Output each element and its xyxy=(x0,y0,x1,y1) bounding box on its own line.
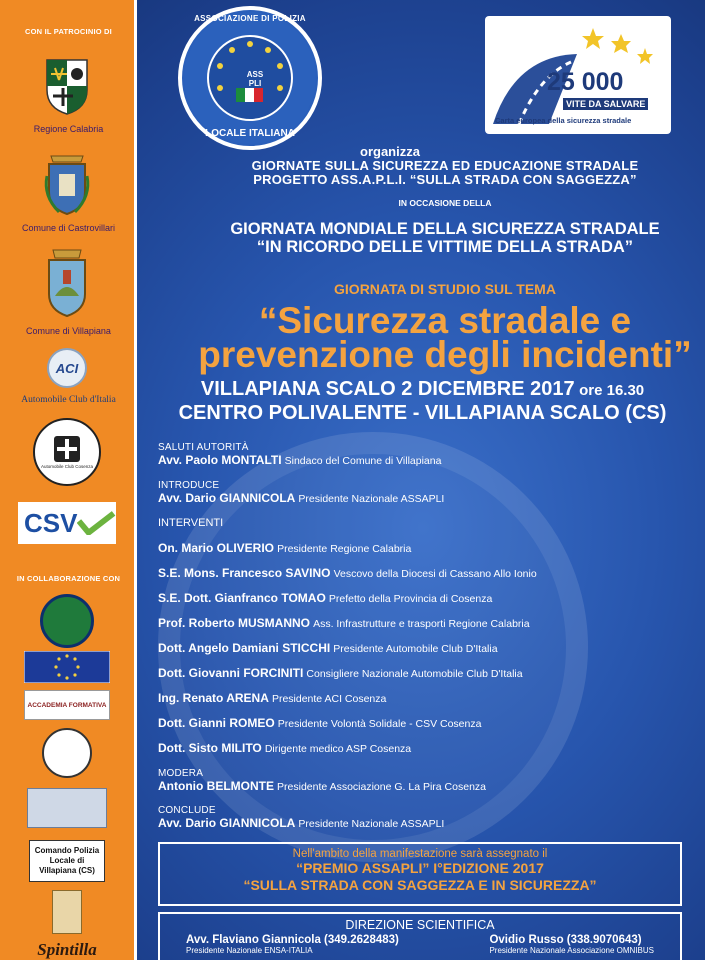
saluti-desc: Sindaco del Comune di Villapiana xyxy=(284,455,442,467)
accademia-label: ACCADEMIA FORMATIVA xyxy=(24,690,110,720)
aci-cosenza-logo xyxy=(33,418,101,486)
speaker-name: S.E. Mons. Francesco SAVINO xyxy=(158,566,331,580)
ensa-logo xyxy=(40,594,94,648)
speaker-name: Ing. Renato ARENA xyxy=(158,691,269,705)
poster-thumb-icon xyxy=(52,890,82,934)
comando-label: Comando Polizia Locale di Villapiana (CS) xyxy=(29,840,105,882)
aci-logo xyxy=(47,348,87,388)
aci-cosenza-label: Automobile Club Cosenza xyxy=(40,463,94,469)
director-name: Avv. Flaviano Giannicola (349.2628483) xyxy=(186,934,399,946)
checkmark-icon xyxy=(77,511,116,535)
introduce-desc: Presidente Nazionale ASSAPLI xyxy=(298,493,445,505)
speaker-desc: Prefetto della Provincia di Cosenza xyxy=(328,593,493,605)
mondiale-line2: “IN RICORDO DELLE VITTIME DELLA STRADA” xyxy=(256,238,634,256)
spintilla-wordmark: Spintilla xyxy=(37,940,97,959)
mondiale-line1: GIORNATA MONDIALE DELLA SICUREZZA STRADALE xyxy=(230,220,660,238)
modera-section xyxy=(158,768,658,793)
study-title: GIORNATA DI STUDIO SUL TEMA xyxy=(334,281,556,297)
saluti-role: SALUTI AUTORITÀ xyxy=(158,442,249,453)
speaker-row xyxy=(158,541,658,555)
speaker-name: S.E. Dott. Gianfranco TOMAO xyxy=(158,591,326,605)
speaker-row xyxy=(158,666,658,680)
event-time: ore 16.30 xyxy=(579,382,645,399)
speaker-desc: Presidente Volontà Solidale - CSV Cosenza xyxy=(277,718,482,730)
eu-flag-logo xyxy=(24,651,110,683)
speaker-row xyxy=(158,741,658,755)
speaker-desc: Dirigente medico ASP Cosenza xyxy=(264,743,412,755)
premio-box xyxy=(158,842,682,906)
introduce-role: INTRODUCE xyxy=(158,480,220,491)
lapira-logo xyxy=(42,728,92,778)
introduce-section xyxy=(158,480,658,505)
header-line2: PROGETTO ASS.A.P.L.I. “SULLA STRADA CON SAGGEZZA” xyxy=(253,172,637,187)
modera-role: MODERA xyxy=(158,768,204,779)
accademia-logo xyxy=(24,690,110,720)
modera-name: Antonio BELMONTE xyxy=(158,779,274,793)
villapiana-crest-icon xyxy=(41,248,93,320)
premio-line3: “SULLA STRADA CON SAGGEZZA E IN SICUREZZA” xyxy=(243,877,597,893)
place-date: VILLAPIANA SCALO 2 DICEMBRE 2017 xyxy=(200,378,575,400)
organizza-label: organizza xyxy=(360,144,420,159)
speaker-row xyxy=(158,691,658,705)
castrovillari-crest-icon xyxy=(41,152,93,218)
speaker-name: Prof. Roberto MUSMANNO xyxy=(158,616,310,630)
theme-line1: “Sicurezza stradale e xyxy=(258,300,632,341)
conclude-section xyxy=(158,805,658,830)
speaker-name: Dott. Gianni ROMEO xyxy=(158,716,275,730)
speaker-name: Dott. Angelo Damiani STICCHI xyxy=(158,641,331,655)
villapiana-logo xyxy=(41,248,93,320)
introduce-name: Avv. Dario GIANNICOLA xyxy=(158,491,296,505)
saluti-name: Avv. Paolo MONTALTI xyxy=(158,453,282,467)
place-line2: CENTRO POLIVALENTE - VILLAPIANA SCALO (CS) xyxy=(178,402,667,424)
speaker-row xyxy=(158,591,658,605)
header-line1: GIORNATE SULLA SICUREZZA ED EDUCAZIONE STRADALE xyxy=(251,158,639,173)
director-desc: Presidente Nazionale Associazione OMNIBUS xyxy=(489,946,654,955)
portrait-icon xyxy=(42,728,92,778)
cross-emblem-icon xyxy=(54,436,80,462)
direzione-title: DIREZIONE SCIENTIFICA xyxy=(345,918,495,932)
speaker-row xyxy=(158,641,658,655)
csv-logo xyxy=(18,502,116,544)
speaker-row xyxy=(158,566,658,580)
eu-flag-icon xyxy=(24,651,110,683)
patron-caption: Automobile Club d'Italia xyxy=(21,395,116,405)
speaker-desc: Presidente ACI Cosenza xyxy=(271,693,387,705)
director-name: Ovidio Russo (338.9070643) xyxy=(489,934,642,946)
spintilla-logo xyxy=(37,940,97,960)
aci-cosenza-badge xyxy=(33,418,101,486)
speaker-name: On. Mario OLIVERIO xyxy=(158,541,275,555)
lives-counter: 25 000 xyxy=(547,68,624,96)
assapli-ring-top: ASSOCIAZIONE DI POLIZIA xyxy=(194,14,306,23)
speaker-row xyxy=(158,716,658,730)
collab-header: IN COLLABORAZIONE CON xyxy=(16,574,121,583)
patron-caption: Comune di Villapiana xyxy=(26,326,111,336)
assapli-center-label: ASS PLI xyxy=(246,70,264,88)
castrovillari-logo xyxy=(41,152,93,218)
carta-caption: Carta europea della sicurezza stradale xyxy=(495,116,632,125)
direzione-box xyxy=(158,912,682,960)
regione-calabria-logo xyxy=(43,56,91,116)
premio-line2: “PREMIO ASSAPLI” I°EDIZIONE 2017 xyxy=(296,860,544,876)
omnibus-icon xyxy=(27,788,107,828)
sidebar xyxy=(0,0,137,960)
speaker-name: Dott. Giovanni FORCINITI xyxy=(158,666,304,680)
modera-desc: Presidente Associazione G. La Pira Cosenza xyxy=(277,781,486,793)
regione-calabria-emblem-icon xyxy=(43,56,91,116)
place-line1 xyxy=(140,378,705,401)
conclude-name: Avv. Dario GIANNICOLA xyxy=(158,816,296,830)
aci-icon: ACI xyxy=(47,348,87,388)
conclude-desc: Presidente Nazionale ASSAPLI xyxy=(298,818,445,830)
interventi-role: INTERVENTI xyxy=(158,517,224,529)
speaker-desc: Vescovo della Diocesi di Cassano Allo Ionio xyxy=(333,568,537,580)
saluti-section xyxy=(158,442,658,467)
patrocinio-header: CON IL PATROCINIO DI xyxy=(25,27,112,36)
patron-caption: Comune di Castrovillari xyxy=(21,223,116,233)
assapli-ring-bottom: LOCALE ITALIANA xyxy=(205,128,295,139)
poster-thumb-logo xyxy=(52,890,82,934)
speaker-desc: Ass. Infrastrutture e trasporti Regione Calabria xyxy=(313,618,530,630)
csv-wordmark: CSV xyxy=(24,507,78,538)
director-desc: Presidente Nazionale ENSA-ITALIA xyxy=(186,946,313,955)
omnibus-logo xyxy=(27,788,107,828)
speaker-row xyxy=(158,616,658,630)
conclude-role: CONCLUDE xyxy=(158,805,216,816)
speaker-desc: Consigliere Nazionale Automobile Club D'Italia xyxy=(306,668,523,680)
speaker-name: Dott. Sisto MILITO xyxy=(158,741,262,755)
patron-caption: Regione Calabria xyxy=(33,124,104,134)
lives-tagline: VITE DA SALVARE xyxy=(563,98,648,110)
occasione-label: IN OCCASIONE DELLA xyxy=(398,198,492,208)
speaker-desc: Presidente Regione Calabria xyxy=(277,543,412,555)
theme-line2: prevenzione degli incidenti” xyxy=(198,334,692,375)
premio-line1: Nell'ambito della manifestazione sarà assegnato il xyxy=(292,848,548,860)
ensa-badge-icon xyxy=(40,594,94,648)
speaker-desc: Presidente Automobile Club D'Italia xyxy=(333,643,498,655)
carta-europea-logo xyxy=(485,16,671,134)
comando-logo xyxy=(29,840,105,882)
